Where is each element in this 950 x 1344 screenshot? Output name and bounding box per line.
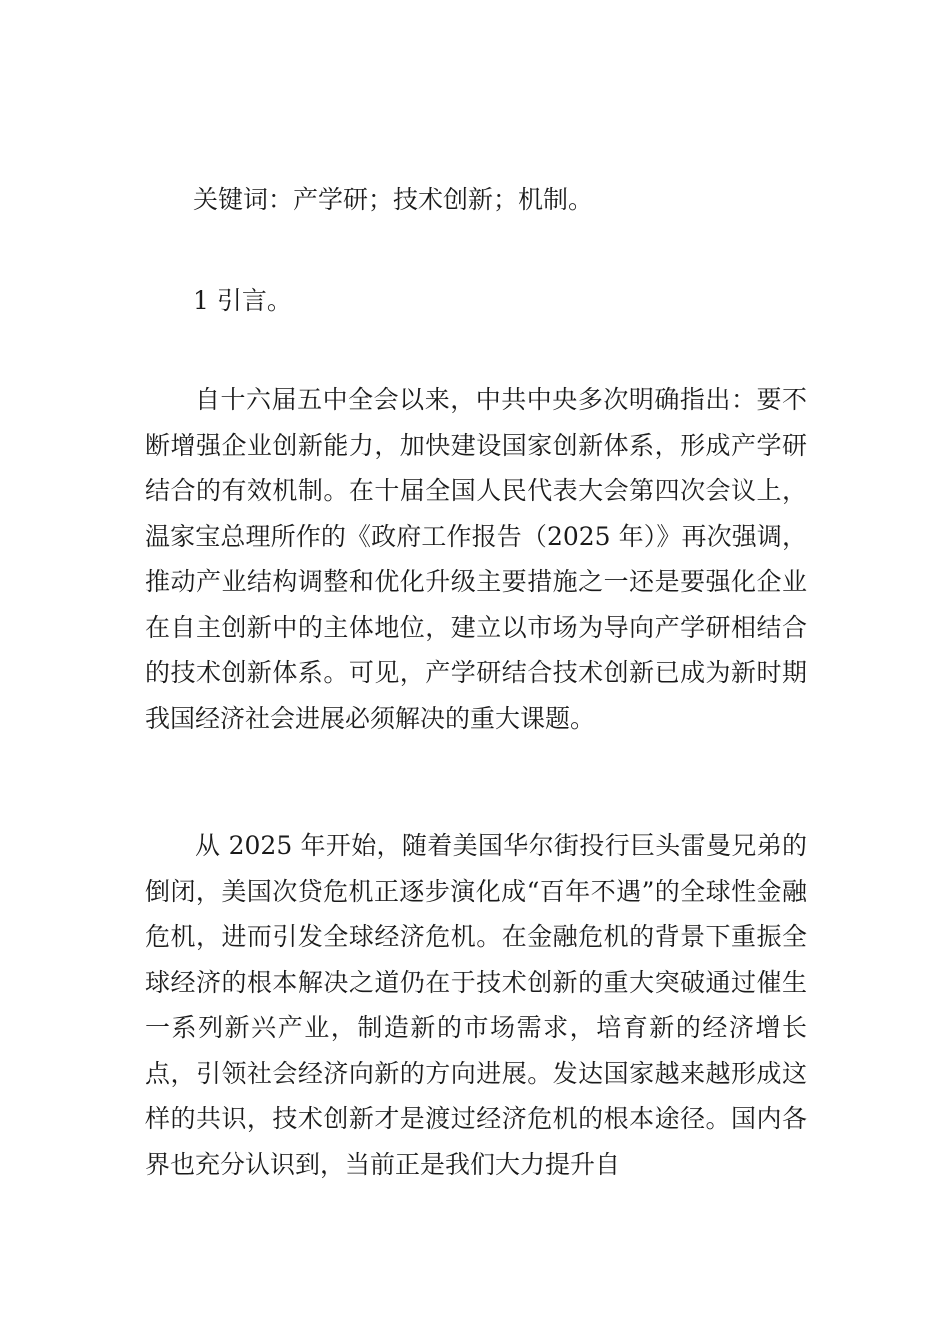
keywords-line: 关键词：产学研；技术创新；机制。 xyxy=(193,185,594,214)
body-paragraph-1: 自十六届五中全会以来，中共中央多次明确指出：要不断增强企业创新能力，加快建设国家创新体系，形成产学研结合的有效机制。在十届全国人民代表大会第四次会议上，温家宝总理所作的《政府工作报告（2025 年）》再次强调，推动产业结构调整和优化升级主要措施之一还是要强化企业在自主创新中的主体地位，建立以市场为导向产学研相结合的技术创新体系。可见，产学研结合技术创新已成为新时期我国经济社会进展必须解决的重大课题。 xyxy=(145,385,807,733)
body-paragraph-2: 从 2025 年开始，随着美国华尔街投行巨头雷曼兄弟的倒闭，美国次贷危机正逐步演化成“百年不遇”的全球性金融危机，进而引发全球经济危机。在金融危机的背景下重振全球经济的根本解决之道仍在于技术创新的重大突破通过催生一系列新兴产业，制造新的市场需求，培育新的经济增长点，引领社会经济向新的方向进展。发达国家越来越形成这样的共识，技术创新才是渡过经济危机的根本途径。国内各界也充分认识到，当前正是我们大力提升自 xyxy=(145,831,807,1179)
section-heading: 1 引言。 xyxy=(193,286,292,315)
